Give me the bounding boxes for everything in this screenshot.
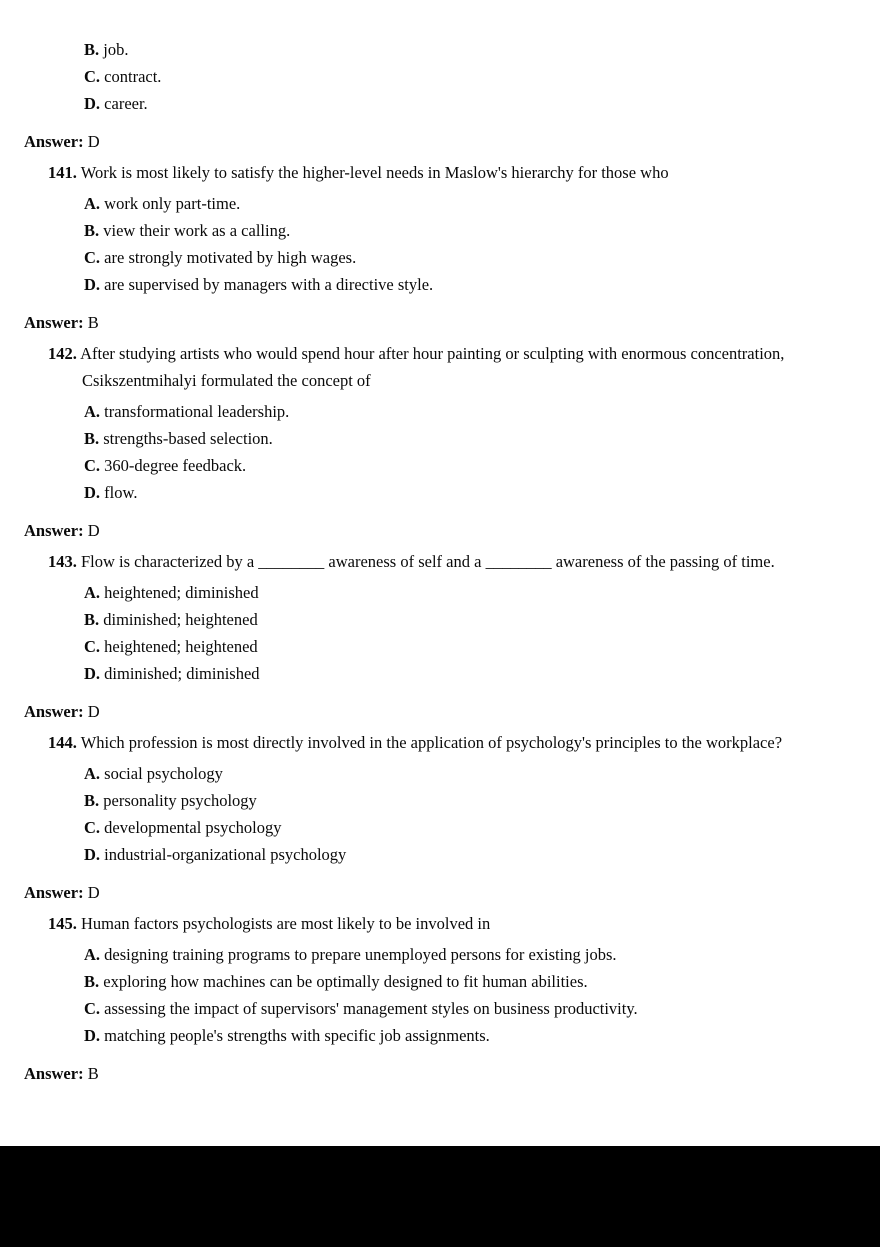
option-text: contract. xyxy=(104,67,162,86)
option-row xyxy=(24,787,808,814)
option-letter: A. xyxy=(84,194,101,213)
option-text: transformational leadership. xyxy=(104,402,290,421)
option-text: career. xyxy=(104,94,148,113)
answer-line xyxy=(24,879,808,906)
question-stem xyxy=(24,340,808,394)
question-text: Work is most likely to satisfy the higher-level needs in Maslow's hierarchy for those who xyxy=(80,163,669,182)
option-letter: D. xyxy=(84,275,101,294)
option-row xyxy=(24,579,808,606)
question-block xyxy=(24,725,808,906)
answer-label: Answer: xyxy=(24,132,84,151)
answer-line xyxy=(24,1060,808,1087)
option-row xyxy=(24,941,808,968)
bottom-black-band xyxy=(0,1146,880,1247)
option-letter: D. xyxy=(84,94,101,113)
answer-value: D xyxy=(87,702,100,721)
option-row xyxy=(24,814,808,841)
option-text: are strongly motivated by high wages. xyxy=(104,248,357,267)
spacer xyxy=(24,868,808,879)
option-letter: C. xyxy=(84,999,101,1018)
answer-value: D xyxy=(87,521,100,540)
spacer xyxy=(24,117,808,128)
answer-label: Answer: xyxy=(24,883,84,902)
answer-line xyxy=(24,698,808,725)
option-letter: A. xyxy=(84,764,101,783)
option-row xyxy=(24,398,808,425)
option-row xyxy=(24,841,808,868)
question-block xyxy=(24,336,808,544)
option-row xyxy=(24,217,808,244)
spacer xyxy=(24,1049,808,1060)
option-letter: B. xyxy=(84,610,100,629)
answer-label: Answer: xyxy=(24,702,84,721)
option-letter: C. xyxy=(84,248,101,267)
option-row xyxy=(24,633,808,660)
answer-line xyxy=(24,517,808,544)
continued-options-group xyxy=(24,36,808,117)
option-text: diminished; diminished xyxy=(104,664,260,683)
answer-value: D xyxy=(87,132,100,151)
option-row xyxy=(24,660,808,687)
question-text: Human factors psychologists are most likely to be involved in xyxy=(81,914,491,933)
answer-label: Answer: xyxy=(24,313,84,332)
option-text: 360-degree feedback. xyxy=(104,456,247,475)
question-block xyxy=(24,155,808,336)
option-row xyxy=(24,479,808,506)
option-row xyxy=(24,606,808,633)
option-text: heightened; heightened xyxy=(104,637,258,656)
question-text: Which profession is most directly involved in the application of psychology's principles to the workplace? xyxy=(80,733,783,752)
option-text: exploring how machines can be optimally designed to fit human abilities. xyxy=(103,972,588,991)
option-text: view their work as a calling. xyxy=(103,221,291,240)
answer-value: B xyxy=(87,1064,99,1083)
spacer xyxy=(24,298,808,309)
answer-value: D xyxy=(87,883,100,902)
option-letter: D. xyxy=(84,1026,101,1045)
option-letter: D. xyxy=(84,664,101,683)
option-letter: B. xyxy=(84,791,100,810)
option-letter: D. xyxy=(84,845,101,864)
spacer xyxy=(24,506,808,517)
question-stem xyxy=(24,729,808,756)
option-row xyxy=(24,452,808,479)
option-text: diminished; heightened xyxy=(103,610,258,629)
option-row xyxy=(24,244,808,271)
option-letter: B. xyxy=(84,972,100,991)
option-text: heightened; diminished xyxy=(104,583,259,602)
option-row xyxy=(24,760,808,787)
option-letter: A. xyxy=(84,583,101,602)
option-text: developmental psychology xyxy=(104,818,282,837)
question-text: Flow is characterized by a ________ awareness of self and a ________ awareness of the passing of time. xyxy=(81,552,775,571)
option-letter: C. xyxy=(84,67,101,86)
answer-label: Answer: xyxy=(24,521,84,540)
option-text: social psychology xyxy=(104,764,223,783)
question-block xyxy=(24,544,808,725)
option-text: designing training programs to prepare unemployed persons for existing jobs. xyxy=(104,945,617,964)
answer-label: Answer: xyxy=(24,1064,84,1083)
question-text: After studying artists who would spend hour after hour painting or sculpting with enormous concentration, Csikszentmihalyi formulated the concept of xyxy=(80,344,785,390)
answer-line xyxy=(24,128,808,155)
option-row xyxy=(24,190,808,217)
option-letter: B. xyxy=(84,221,100,240)
option-row xyxy=(24,36,808,63)
question-stem xyxy=(24,910,808,937)
option-letter: C. xyxy=(84,456,101,475)
option-row xyxy=(24,995,808,1022)
option-letter: A. xyxy=(84,402,101,421)
option-text: job. xyxy=(103,40,129,59)
option-letter: D. xyxy=(84,483,101,502)
option-text: assessing the impact of supervisors' management styles on business productivity. xyxy=(104,999,638,1018)
option-letter: C. xyxy=(84,818,101,837)
option-row xyxy=(24,1022,808,1049)
option-text: are supervised by managers with a directive style. xyxy=(104,275,434,294)
option-text: personality psychology xyxy=(103,791,257,810)
option-letter: A. xyxy=(84,945,101,964)
option-row xyxy=(24,90,808,117)
option-text: flow. xyxy=(104,483,138,502)
answer-value: B xyxy=(87,313,99,332)
option-text: strengths-based selection. xyxy=(103,429,273,448)
option-text: matching people's strengths with specific job assignments. xyxy=(104,1026,490,1045)
question-stem xyxy=(24,159,808,186)
question-number: 143. xyxy=(48,552,77,571)
spacer xyxy=(24,687,808,698)
question-number: 141. xyxy=(48,163,77,182)
option-text: industrial-organizational psychology xyxy=(104,845,347,864)
option-row xyxy=(24,63,808,90)
option-text: work only part-time. xyxy=(104,194,241,213)
option-letter: C. xyxy=(84,637,101,656)
questions-list xyxy=(24,155,808,1087)
option-letter: B. xyxy=(84,40,100,59)
option-letter: B. xyxy=(84,429,100,448)
question-number: 145. xyxy=(48,914,77,933)
question-stem xyxy=(24,548,808,575)
option-row xyxy=(24,271,808,298)
question-number: 142. xyxy=(48,344,77,363)
option-row xyxy=(24,425,808,452)
option-row xyxy=(24,968,808,995)
question-number: 144. xyxy=(48,733,77,752)
question-block xyxy=(24,906,808,1087)
answer-line xyxy=(24,309,808,336)
